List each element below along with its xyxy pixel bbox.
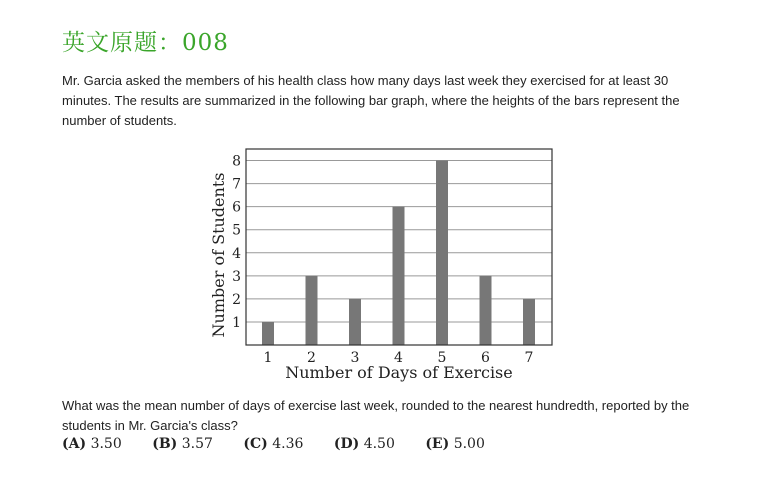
y-tick-label: 8 — [232, 153, 241, 170]
y-tick-label: 7 — [232, 176, 241, 193]
x-tick-label: 5 — [437, 350, 447, 366]
bar-6 — [480, 276, 492, 345]
bar-chart — [200, 140, 570, 385]
choice-a[interactable] — [62, 436, 122, 452]
problem-heading: 英文原题：008 — [62, 30, 229, 56]
choice-b-letter: (B) — [152, 436, 178, 452]
bar-7 — [523, 299, 535, 345]
x-axis-label: Number of Days of Exercise — [285, 363, 513, 382]
x-tick-label: 7 — [524, 350, 534, 366]
choice-e[interactable] — [425, 436, 485, 452]
choice-a-letter: (A) — [62, 436, 87, 452]
choice-c-letter: (C) — [243, 436, 268, 452]
x-tick-label: 2 — [307, 350, 316, 366]
x-tick-label: 3 — [350, 350, 360, 366]
problem-intro: Mr. Garcia asked the members of his health class how many days last week they exercised for at least 30 minutes. The results are summarized in the following bar graph, where the heights of the bars represent the number of students. — [62, 73, 680, 128]
x-tick-label: 4 — [394, 350, 403, 366]
bar-1 — [262, 322, 274, 345]
choice-d-letter: (D) — [333, 436, 360, 452]
choice-c-value: 4.36 — [272, 436, 304, 452]
y-tick-label: 3 — [232, 268, 241, 285]
choice-a-value: 3.50 — [90, 436, 122, 452]
bar-5 — [436, 161, 448, 345]
choice-e-value: 5.00 — [453, 436, 485, 452]
bar-4 — [393, 207, 405, 345]
choice-b[interactable] — [152, 436, 213, 452]
answer-choices — [62, 436, 511, 452]
y-tick-label: 4 — [232, 245, 241, 262]
choice-d-value: 4.50 — [363, 436, 395, 452]
x-tick-label: 6 — [481, 350, 490, 366]
choice-b-value: 3.57 — [181, 436, 213, 452]
y-tick-label: 6 — [232, 199, 241, 216]
choice-d[interactable] — [334, 436, 395, 452]
y-tick-label: 2 — [232, 291, 241, 308]
bar-2 — [306, 276, 318, 345]
y-axis-label: Number of Students — [209, 172, 228, 338]
y-tick-label: 5 — [232, 222, 241, 239]
choice-e-letter: (E) — [425, 436, 450, 452]
x-tick-label: 1 — [263, 350, 273, 366]
choice-c[interactable] — [243, 436, 303, 452]
y-tick-label: 1 — [232, 314, 241, 331]
problem-question: What was the mean number of days of exercise last week, rounded to the nearest hundredth, reported by the students in Mr. Garcia's class? — [62, 398, 690, 433]
bar-3 — [349, 299, 361, 345]
